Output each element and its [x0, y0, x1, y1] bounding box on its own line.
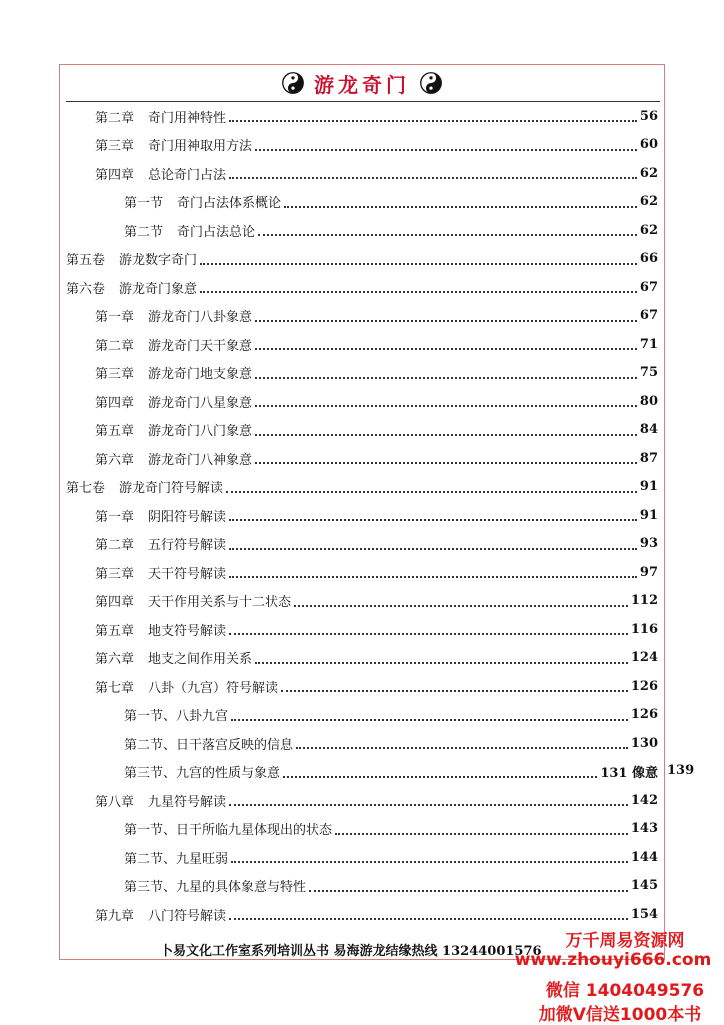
dot-leader — [255, 662, 628, 664]
toc-title: 游龙奇门八卦象意 — [148, 310, 253, 325]
toc-number: 第四章 — [95, 395, 135, 411]
toc-page: 60 — [639, 137, 658, 152]
dot-leader — [229, 576, 637, 578]
toc-title: 地支符号解读 — [148, 623, 227, 639]
toc-page: 131 像意 — [600, 766, 658, 781]
toc-number: 第一章 — [95, 509, 135, 525]
watermark-promo: 加微V信送1000本书 — [538, 1005, 702, 1025]
toc-page: 62 — [639, 165, 658, 181]
toc-entry[interactable] — [124, 758, 658, 786]
dot-leader — [255, 377, 637, 379]
dot-leader — [231, 861, 628, 863]
toc-title: 游龙奇门象意 — [119, 281, 198, 297]
toc-page: 126 — [630, 678, 658, 694]
toc-page: 91 — [639, 479, 658, 494]
toc-number: 第六章 — [95, 452, 135, 468]
toc-number: 第六卷 — [66, 281, 106, 297]
toc-page: 84 — [639, 422, 658, 437]
toc-page: 62 — [639, 194, 658, 209]
toc-number: 第二章 — [95, 110, 135, 126]
toc-entry[interactable] — [66, 273, 658, 301]
toc-page: 142 — [630, 792, 658, 808]
toc-page: 97 — [639, 564, 658, 580]
toc-page: 75 — [639, 365, 658, 380]
toc-entry[interactable] — [95, 159, 658, 187]
dot-leader — [309, 890, 628, 892]
toc-page: 124 — [630, 650, 658, 665]
toc-page: 62 — [639, 222, 658, 238]
dot-leader — [255, 320, 637, 322]
toc-number: 第四章 — [95, 167, 135, 183]
dot-leader — [335, 833, 628, 835]
page-title: 游龙奇门 — [314, 72, 410, 97]
toc-page: 56 — [639, 108, 658, 124]
toc-title: 第三节、九星的具体象意与特性 — [124, 880, 307, 895]
dot-leader — [226, 491, 637, 493]
toc-number: 第一章 — [95, 310, 135, 325]
watermark-url: www.zhouyi666.com — [514, 950, 712, 970]
dot-leader — [229, 548, 637, 550]
toc-title: 第二节、日干落宫反映的信息 — [124, 737, 294, 753]
toc-page: 143 — [630, 821, 658, 836]
toc-title: 八卦（九宫）符号解读 — [148, 680, 279, 696]
toc-title: 天干符号解读 — [148, 566, 227, 582]
toc-entry[interactable] — [95, 587, 658, 615]
dot-leader — [231, 719, 628, 721]
toc-number: 第三章 — [95, 367, 135, 382]
toc-entry[interactable] — [124, 188, 658, 216]
dot-leader — [229, 918, 628, 920]
dot-leader — [255, 434, 637, 436]
toc-page: 145 — [630, 878, 658, 893]
toc-entry[interactable] — [124, 815, 658, 843]
yin-yang-icon — [420, 72, 442, 94]
toc-title: 九星符号解读 — [148, 794, 227, 810]
dot-leader — [258, 234, 637, 236]
toc-page: 144 — [630, 849, 658, 865]
dot-leader — [229, 120, 637, 122]
toc-title: 八门符号解读 — [148, 908, 227, 924]
toc-title: 第二节、九星旺弱 — [124, 851, 229, 867]
toc-number: 第五章 — [95, 424, 135, 439]
toc-page: 116 — [630, 621, 658, 637]
toc-entry[interactable] — [124, 843, 658, 871]
toc-number: 第九章 — [95, 908, 135, 924]
toc-entry[interactable] — [95, 387, 658, 415]
stray-page-number: 139 — [667, 763, 695, 778]
toc-page: 126 — [630, 707, 658, 722]
toc-page: 67 — [639, 308, 658, 323]
toc-entry[interactable] — [95, 444, 658, 472]
toc-title: 游龙奇门八门象意 — [148, 424, 253, 439]
toc-title: 总论奇门占法 — [148, 167, 227, 183]
dot-leader — [229, 177, 637, 179]
dot-leader — [255, 149, 637, 151]
dot-leader — [229, 804, 628, 806]
toc-page: 80 — [639, 393, 658, 409]
toc-page: 93 — [639, 536, 658, 551]
toc-number: 第四章 — [95, 595, 135, 610]
toc-title: 天干作用关系与十二状态 — [148, 595, 292, 610]
toc-title: 阴阳符号解读 — [148, 509, 227, 525]
toc-title: 第一节、八卦九宫 — [124, 709, 229, 724]
toc-title: 游龙奇门符号解读 — [119, 481, 224, 496]
page-header — [59, 66, 665, 100]
toc-page: 66 — [639, 251, 658, 266]
toc-number: 第七章 — [95, 680, 135, 696]
toc-page: 91 — [639, 507, 658, 523]
toc-page: 87 — [639, 450, 658, 466]
toc-number: 第二节 — [124, 224, 164, 240]
toc-number: 第三章 — [95, 139, 135, 154]
dot-leader — [255, 405, 637, 407]
toc-title: 游龙奇门地支象意 — [148, 367, 253, 382]
dot-leader — [284, 206, 637, 208]
toc-entry[interactable] — [95, 786, 658, 814]
toc-entry[interactable] — [95, 615, 658, 643]
dot-leader — [296, 747, 628, 749]
toc-entry[interactable] — [124, 216, 658, 244]
toc-entry[interactable] — [95, 330, 658, 358]
toc-number: 第七卷 — [66, 481, 106, 496]
toc-number: 第六章 — [95, 652, 135, 667]
dot-leader — [200, 263, 637, 265]
toc-title: 五行符号解读 — [148, 538, 227, 553]
toc-title: 奇门用神特性 — [148, 110, 227, 126]
toc-title: 奇门占法总论 — [177, 224, 256, 240]
watermark-site-name: 万千周易资源网 — [565, 931, 685, 951]
toc-entry[interactable] — [95, 102, 658, 130]
toc-entry[interactable] — [95, 530, 658, 558]
watermark-wechat: 微信 1404049576 — [545, 981, 705, 1001]
toc-page: 154 — [630, 906, 658, 922]
toc-title: 奇门占法体系概论 — [177, 196, 282, 211]
page-footer: 卜易文化工作室系列培训丛书 易海游龙结缘热线 13244001576 — [160, 944, 542, 959]
toc-entry[interactable] — [95, 302, 658, 330]
toc-title: 游龙数字奇门 — [119, 253, 198, 268]
toc-page: 130 — [630, 735, 658, 751]
toc-entry[interactable] — [124, 872, 658, 900]
toc-number: 第三章 — [95, 566, 135, 582]
toc-number: 第八章 — [95, 794, 135, 810]
toc-page: 71 — [639, 336, 658, 352]
dot-leader — [281, 690, 628, 692]
dot-leader — [255, 462, 637, 464]
toc-title: 游龙奇门八星象意 — [148, 395, 253, 411]
dot-leader — [294, 605, 628, 607]
toc-entry[interactable] — [95, 131, 658, 159]
dot-leader — [255, 348, 637, 350]
dot-leader — [229, 633, 628, 635]
toc-entry[interactable] — [124, 729, 658, 757]
toc-title: 第三节、九宫的性质与象意 — [124, 766, 281, 781]
toc-title: 游龙奇门八神象意 — [148, 452, 253, 468]
toc-page: 112 — [630, 593, 658, 608]
toc-entry[interactable] — [95, 558, 658, 586]
dot-leader — [283, 776, 597, 778]
toc-title: 第一节、日干所临九星体现出的状态 — [124, 823, 333, 838]
toc-entry[interactable] — [95, 672, 658, 700]
dot-leader — [200, 291, 637, 293]
yin-yang-icon — [282, 72, 304, 94]
toc-number: 第二章 — [95, 338, 135, 354]
toc-entry[interactable] — [95, 416, 658, 444]
toc-entry[interactable] — [124, 701, 658, 729]
toc-number: 第五卷 — [66, 253, 106, 268]
toc-page: 67 — [639, 279, 658, 295]
toc-entry[interactable] — [66, 245, 658, 273]
toc-title: 地支之间作用关系 — [148, 652, 253, 667]
toc-number: 第二章 — [95, 538, 135, 553]
toc-entry[interactable] — [95, 359, 658, 387]
toc-entry[interactable] — [66, 473, 658, 501]
toc-number: 第五章 — [95, 623, 135, 639]
toc-number: 第一节 — [124, 196, 164, 211]
toc-entry[interactable] — [95, 900, 658, 928]
toc-entry[interactable] — [95, 644, 658, 672]
toc-title: 游龙奇门天干象意 — [148, 338, 253, 354]
toc-title: 奇门用神取用方法 — [148, 139, 253, 154]
toc-entry[interactable] — [95, 501, 658, 529]
dot-leader — [229, 519, 637, 521]
